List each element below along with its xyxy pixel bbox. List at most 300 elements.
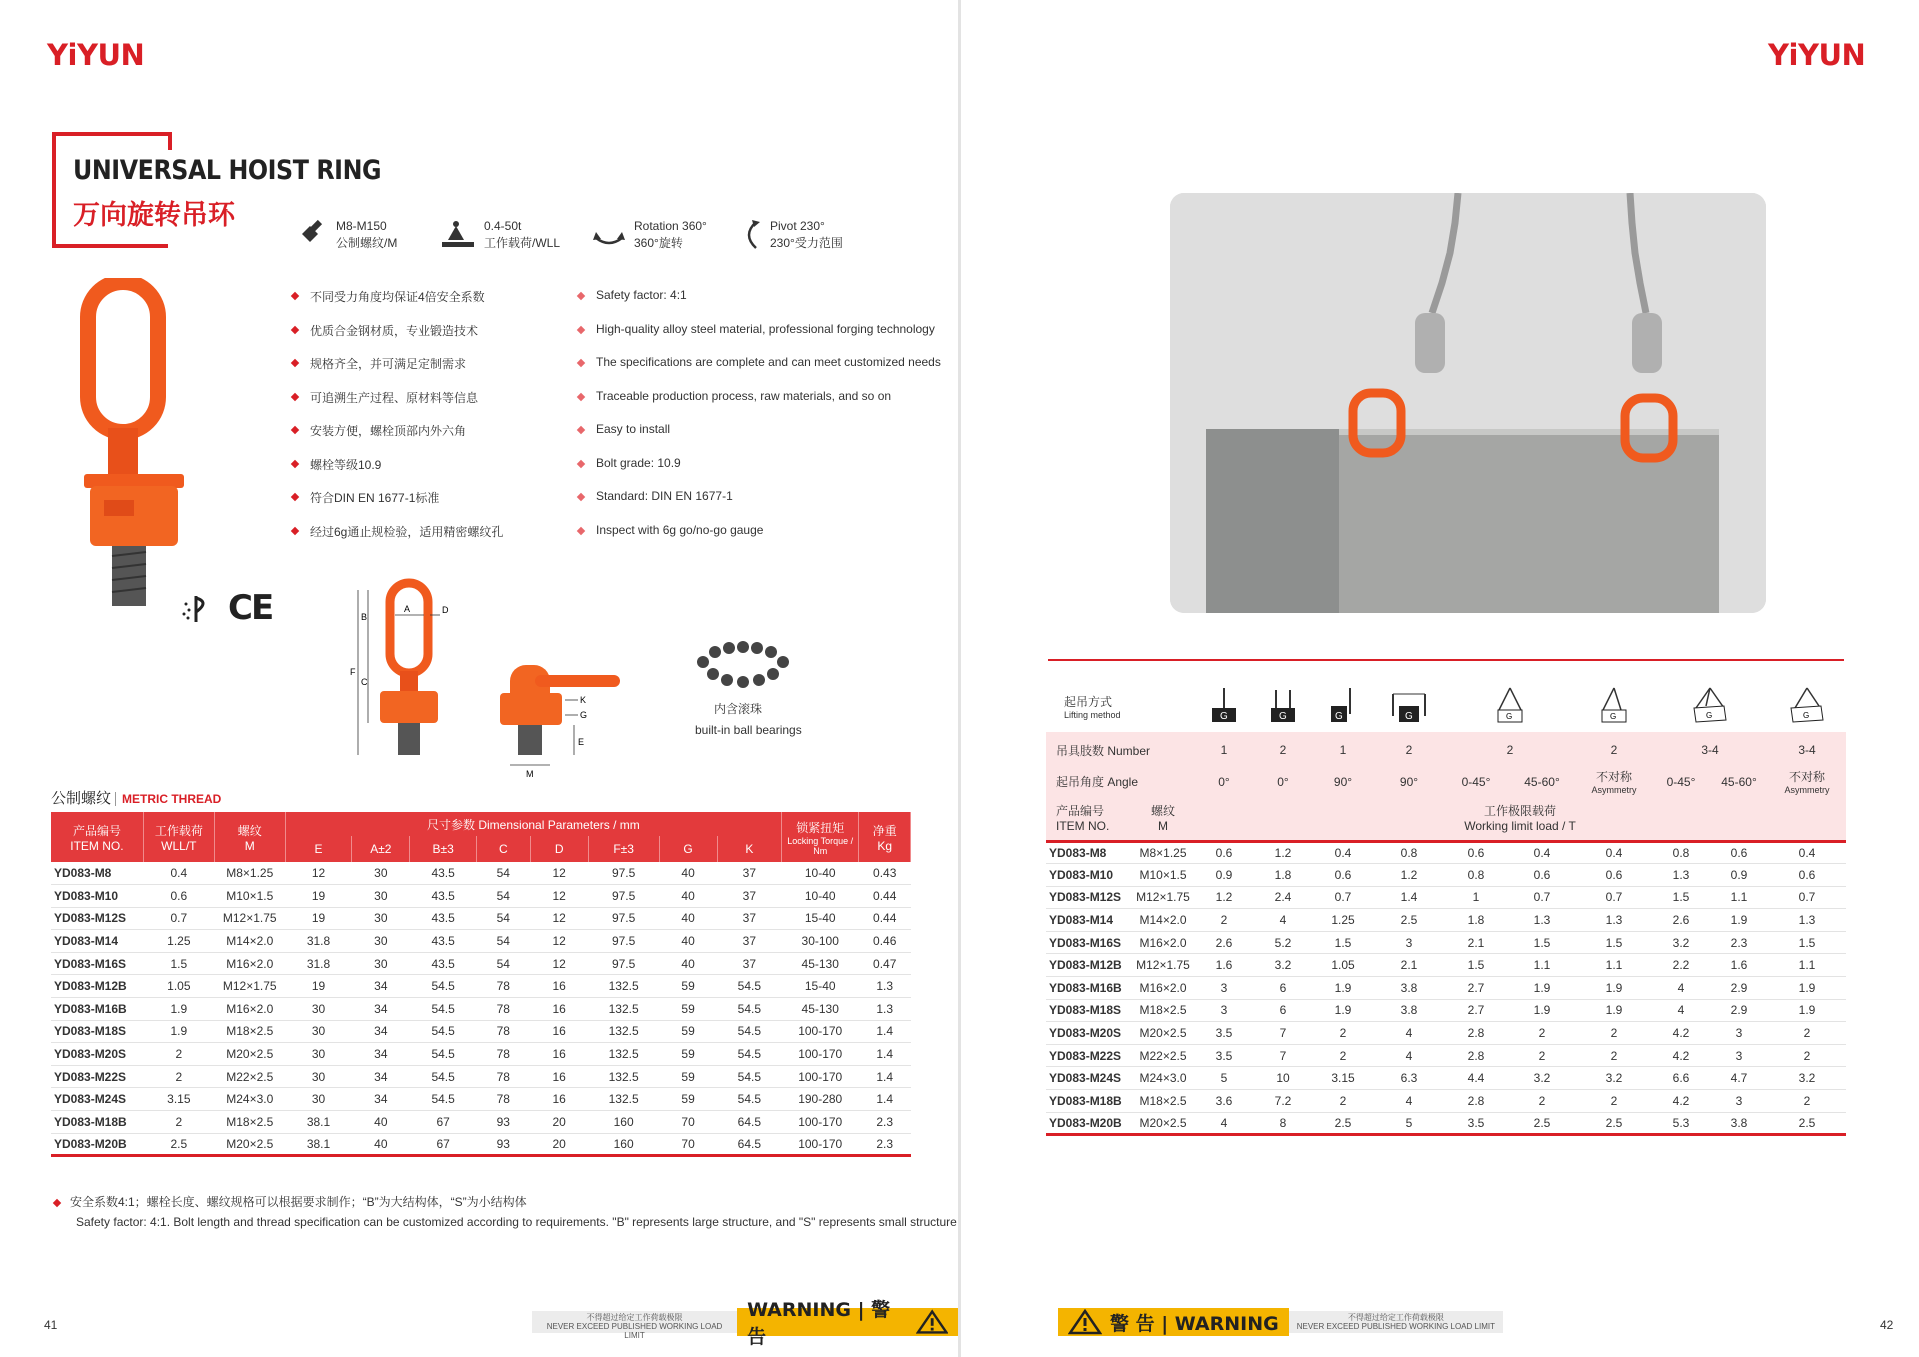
table-row <box>51 1111 911 1134</box>
table-cell: 54.5 <box>410 1043 477 1066</box>
table-cell: 0.8 <box>1374 841 1444 864</box>
table-cell: 43.5 <box>410 862 477 885</box>
table-cell: 37 <box>717 885 781 908</box>
lift-diagram-icon <box>1312 680 1374 732</box>
list-item: Easy to install <box>578 422 941 456</box>
col-header-e: E <box>285 836 352 862</box>
table-cell: 30 <box>352 885 410 908</box>
table-cell: 15-40 <box>782 907 859 930</box>
warning-banner-right: 警 告 | WARNING 不得超过给定工作荷载极限 NEVER EXCEED PUBLISHED WORKING LOAD LIMIT <box>1058 1308 1503 1336</box>
table-cell: 97.5 <box>588 930 659 953</box>
table-cell: 3.8 <box>1710 1112 1768 1135</box>
table-cell: 3.2 <box>1254 954 1312 977</box>
page-number-right: 42 <box>1880 1318 1894 1332</box>
table-cell: 2.5 <box>1312 1112 1374 1135</box>
wll-table: 起吊方式 Lifting method G G G G G G G G 吊具肢数 Number 1 2 1 2 2 2 3-4 3-4 起吊角度 Angle 0° 0° 90° 90° 0-45° 45-60° 不对称 Asymmetry 0-45° 45-60° 不对称 Asymmetry 产品编号 ITEM NO. 螺纹 M 工作极限载荷 Working limit load / T YD083-M8 M8×1.25 0.6 1.2 0.4 0.8 0.6 0.4 0.4 0.8 0.6 0.4 YD083-M10 M10×1.5 0.9 1.8 0.6 1.2 0.8 0.6 0.6 1.3 0.9 0.6 YD083-M12S M12×1.75 1.2 2.4 0.7 1.4 1 0.7 0.7 1.5 1.1 0.7 YD083-M14 M14×2.0 2 4 1.25 2.5 1.8 1.3 1.3 2.6 1.9 1.3 YD083-M16S M16×2.0 2.6 5.2 1.5 3 2.1 1.5 1.5 3.2 2.3 1.5 YD083-M12B M12×1.75 1.6 3.2 1.05 2.1 1.5 1.1 1.1 2.2 1.6 1.1 YD083-M16B M16×2.0 3 6 1.9 3.8 2.7 1.9 1.9 4 2.9 1.9 YD083-M18S M18×2.5 3 6 1.9 3.8 2.7 1.9 1.9 4 2.9 1.9 YD083-M20S M20×2.5 3.5 7 2 4 2.8 2 2 4.2 3 2 YD083-M22S M22×2.5 3.5 7 2 4 2.8 2 2 4.2 3 2 YD083-M24S M24×3.0 5 10 3.15 6.3 4.4 3.2 3.2 6.6 4.7 3.2 YD083-M18B M18×2.5 3.6 7.2 2 4 2.8 2 2 4.2 3 2 YD083-M20B M20×2.5 4 8 2.5 5 3.5 2.5 2.5 5.3 3.8 2.5 <box>1046 680 1846 1136</box>
svg-text:G: G <box>1506 711 1513 721</box>
table-cell: 2 <box>143 1043 214 1066</box>
col-header-b: B±3 <box>410 836 477 862</box>
table-cell: 54.5 <box>717 1088 781 1111</box>
table-cell: 2 <box>1508 1090 1576 1113</box>
table-row <box>1046 886 1846 909</box>
table-cell: YD083-M10 <box>1046 864 1132 887</box>
table-cell: 2.1 <box>1444 931 1508 954</box>
table-cell: 78 <box>476 1020 530 1043</box>
safety-note: 安全系数4:1；螺栓长度、螺纹规格可以根据要求制作；“B”为大结构体，“S”为小结构体 Safety factor: 4:1. Bolt length and thread specification can be customized according to requirements. "B" represents large structure, and "S" represents small structure <box>54 1192 957 1232</box>
table-cell: 0.9 <box>1194 864 1254 887</box>
table-cell: 16 <box>530 1065 588 1088</box>
table-cell: 10-40 <box>782 862 859 885</box>
table-cell: 78 <box>476 1065 530 1088</box>
table-cell: 1.3 <box>1652 864 1710 887</box>
table-cell: 43.5 <box>410 907 477 930</box>
spec-wll-label: 工作载荷/WLL <box>484 236 561 250</box>
diagram-label-d: D <box>442 605 449 615</box>
col-header-item: 产品编号 ITEM NO. <box>1046 795 1132 841</box>
table-cell: 0.4 <box>1576 841 1652 864</box>
list-item: Standard: DIN EN 1677-1 <box>578 489 941 523</box>
table-cell: 40 <box>659 952 717 975</box>
bearing-label-zh: 内含滚珠 <box>714 702 763 716</box>
warning-triangle-icon <box>1068 1309 1102 1335</box>
table-cell: 54.5 <box>717 1020 781 1043</box>
spec-wll-range: 0.4-50t <box>484 219 522 233</box>
table-cell: 54.5 <box>717 1065 781 1088</box>
table-cell: 3.2 <box>1508 1067 1576 1090</box>
table-cell: 1.9 <box>1312 999 1374 1022</box>
table-cell: M20×2.5 <box>1132 1112 1194 1135</box>
table-cell: 3.5 <box>1194 1044 1254 1067</box>
table-cell: 2 <box>1312 1090 1374 1113</box>
table-cell: M12×1.75 <box>1132 954 1194 977</box>
table-cell: 5 <box>1374 1112 1444 1135</box>
table-cell: 40 <box>659 885 717 908</box>
table-cell: 3 <box>1194 977 1254 1000</box>
table-cell: 0.46 <box>859 930 911 953</box>
diagram-label-b: B <box>361 612 368 622</box>
table-cell: M12×1.75 <box>214 975 285 998</box>
table-cell: 70 <box>659 1111 717 1134</box>
table-cell: 2 <box>1768 1090 1846 1113</box>
table-cell: 7.2 <box>1254 1090 1312 1113</box>
table-cell: 1.9 <box>1768 977 1846 1000</box>
table-row <box>1046 909 1846 932</box>
table-cell: 1.9 <box>1710 909 1768 932</box>
table-cell: 2 <box>1312 1022 1374 1045</box>
col-header-item: 产品编号 ITEM NO. <box>51 812 143 862</box>
spec-thread <box>298 218 397 252</box>
table-cell: 132.5 <box>588 1020 659 1043</box>
table-cell: 3.2 <box>1576 1067 1652 1090</box>
table-cell: 54.5 <box>410 975 477 998</box>
table-cell: 1.5 <box>1444 954 1508 977</box>
list-item: 不同受力角度均保证4倍安全系数 <box>292 288 503 322</box>
table-row <box>1046 1022 1846 1045</box>
table-cell: 20 <box>530 1111 588 1134</box>
table-cell: 16 <box>530 1043 588 1066</box>
table-cell: 1.9 <box>1576 977 1652 1000</box>
table-cell: 190-280 <box>782 1088 859 1111</box>
table-row <box>1046 864 1846 887</box>
table-cell: 100-170 <box>782 1133 859 1156</box>
table-cell: 15-40 <box>782 975 859 998</box>
table-cell: 3.8 <box>1374 977 1444 1000</box>
table-cell: 8 <box>1254 1112 1312 1135</box>
table-cell: 132.5 <box>588 998 659 1021</box>
col-header-weight: 净重 Kg <box>859 812 911 862</box>
table-cell: 97.5 <box>588 885 659 908</box>
table-cell: M10×1.5 <box>1132 864 1194 887</box>
table-cell: YD083-M8 <box>1046 841 1132 864</box>
table-cell: 132.5 <box>588 1043 659 1066</box>
table-cell: 1.2 <box>1254 841 1312 864</box>
lifting-photo <box>1170 193 1766 613</box>
table-cell: 54 <box>476 907 530 930</box>
table-cell: 160 <box>588 1133 659 1156</box>
table-cell: 4 <box>1374 1022 1444 1045</box>
table-row <box>51 885 911 908</box>
list-item: Bolt grade: 10.9 <box>578 456 941 490</box>
table-cell: 3 <box>1194 999 1254 1022</box>
table-row <box>1046 1044 1846 1067</box>
lift-diagram-icon <box>1254 680 1312 732</box>
table-cell: 67 <box>410 1111 477 1134</box>
list-item: 符合DIN EN 1677-1标准 <box>292 489 503 523</box>
table-cell: 1.9 <box>1768 999 1846 1022</box>
table-cell: 1.5 <box>1768 931 1846 954</box>
table-cell: 38.1 <box>285 1133 352 1156</box>
table-cell: YD083-M18B <box>51 1111 143 1134</box>
table-cell: 30 <box>285 1065 352 1088</box>
table-cell: M24×3.0 <box>214 1088 285 1111</box>
svg-text:G: G <box>1405 710 1413 722</box>
table-cell: 10-40 <box>782 885 859 908</box>
table-cell: 3.5 <box>1194 1022 1254 1045</box>
table-cell: 59 <box>659 998 717 1021</box>
table-cell: 0.43 <box>859 862 911 885</box>
table-cell: 2.8 <box>1444 1044 1508 1067</box>
col-header-a: A±2 <box>352 836 410 862</box>
table-row <box>51 1043 911 1066</box>
angle-label: 起吊角度 Angle <box>1046 768 1194 795</box>
svg-text:G: G <box>1220 710 1228 722</box>
list-item: 规格齐全，并可满足定制需求 <box>292 355 503 389</box>
table-cell: 0.4 <box>1768 841 1846 864</box>
col-header-d: D <box>530 836 588 862</box>
table-cell: 59 <box>659 1020 717 1043</box>
table-cell: 16 <box>530 975 588 998</box>
table-cell: 1.8 <box>1254 864 1312 887</box>
table-cell: 1.5 <box>1652 886 1710 909</box>
table-cell: YD083-M20S <box>51 1043 143 1066</box>
spec-thread-label: 公制螺纹/M <box>336 236 398 250</box>
table-cell: 78 <box>476 1043 530 1066</box>
table-cell: 1.25 <box>1312 909 1374 932</box>
table-cell: YD083-M16S <box>51 952 143 975</box>
list-item: Traceable production process, raw materials, and so on <box>578 389 941 423</box>
list-item: 可追溯生产过程、原材料等信息 <box>292 389 503 423</box>
table-cell: YD083-M12B <box>51 975 143 998</box>
table-cell: M12×1.75 <box>214 907 285 930</box>
table-cell: 4 <box>1374 1090 1444 1113</box>
diagram-label-f: F <box>350 667 356 677</box>
table-cell: 132.5 <box>588 1065 659 1088</box>
table-cell: YD083-M18S <box>1046 999 1132 1022</box>
table-cell: 1.5 <box>143 952 214 975</box>
table-cell: 0.7 <box>1576 886 1652 909</box>
col-header-wll: 工作载荷 WLL/T <box>143 812 214 862</box>
table-cell: 1.3 <box>1576 909 1652 932</box>
table-cell: 1.9 <box>1508 977 1576 1000</box>
table-cell: M14×2.0 <box>214 930 285 953</box>
table-cell: 97.5 <box>588 907 659 930</box>
table-cell: 1.8 <box>1444 909 1508 932</box>
table-cell: 2.3 <box>1710 931 1768 954</box>
table-cell: 12 <box>285 862 352 885</box>
table-cell: 1.1 <box>1508 954 1576 977</box>
table-cell: 2 <box>1508 1022 1576 1045</box>
spec-wll <box>440 218 560 252</box>
metric-thread-label: 公制螺纹 METRIC THREAD <box>51 790 222 807</box>
table-cell: 0.44 <box>859 907 911 930</box>
table-cell: YD083-M20S <box>1046 1022 1132 1045</box>
spec-thread-range: M8-M150 <box>336 219 387 233</box>
scale-weight-icon <box>440 218 476 250</box>
table-cell: 43.5 <box>410 930 477 953</box>
table-cell: M8×1.25 <box>1132 841 1194 864</box>
spec-pivot-zh: 230°受力范围 <box>770 236 843 250</box>
table-cell: 4 <box>1254 909 1312 932</box>
table-cell: M16×2.0 <box>1132 977 1194 1000</box>
table-cell: 37 <box>717 907 781 930</box>
col-header-dimensions: 尺寸参数 Dimensional Parameters / mm <box>285 812 781 836</box>
table-cell: 6 <box>1254 977 1312 1000</box>
table-cell: 1.6 <box>1194 954 1254 977</box>
product-title-en: UNIVERSAL HOIST RING <box>73 155 382 186</box>
table-cell: 1.2 <box>1194 886 1254 909</box>
ball-bearings-image <box>693 640 793 690</box>
table-cell: 54.5 <box>717 975 781 998</box>
table-cell: 1.05 <box>143 975 214 998</box>
table-cell: 4.4 <box>1444 1067 1508 1090</box>
table-cell: 78 <box>476 998 530 1021</box>
table-cell: 1.05 <box>1312 954 1374 977</box>
table-cell: 78 <box>476 975 530 998</box>
dimension-table <box>51 812 911 1157</box>
table-cell: 3 <box>1710 1022 1768 1045</box>
table-cell: M16×2.0 <box>214 998 285 1021</box>
table-cell: M18×2.5 <box>1132 999 1194 1022</box>
table-cell: 100-170 <box>782 1043 859 1066</box>
table-cell: 0.4 <box>1508 841 1576 864</box>
table-cell: 30 <box>352 952 410 975</box>
table-cell: 1.9 <box>143 1020 214 1043</box>
table-cell: 1.9 <box>143 998 214 1021</box>
spec-pivot-en: Pivot 230° <box>770 219 825 233</box>
table-cell: M14×2.0 <box>1132 909 1194 932</box>
table-cell: 78 <box>476 1088 530 1111</box>
table-cell: 2.5 <box>1576 1112 1652 1135</box>
table-cell: 30 <box>352 907 410 930</box>
table-cell: 2 <box>1576 1044 1652 1067</box>
table-cell: 54.5 <box>410 1065 477 1088</box>
diagram-label-g: G <box>580 710 588 720</box>
list-item: Safety factor: 4:1 <box>578 288 941 322</box>
table-cell: 40 <box>659 907 717 930</box>
table-cell: 93 <box>476 1133 530 1156</box>
table-cell: YD083-M16B <box>51 998 143 1021</box>
table-cell: 2.8 <box>1444 1090 1508 1113</box>
table-cell: 0.8 <box>1652 841 1710 864</box>
table-cell: 6 <box>1254 999 1312 1022</box>
table-cell: YD083-M24S <box>1046 1067 1132 1090</box>
table-cell: 31.8 <box>285 930 352 953</box>
table-cell: 2.7 <box>1444 999 1508 1022</box>
features-zh-list <box>292 288 503 556</box>
table-cell: 30 <box>352 862 410 885</box>
table-cell: 1.9 <box>1312 977 1374 1000</box>
table-cell: 2.2 <box>1652 954 1710 977</box>
table-cell: 1.9 <box>1576 999 1652 1022</box>
table-cell: 7 <box>1254 1022 1312 1045</box>
table-cell: 1.25 <box>143 930 214 953</box>
table-row <box>51 1065 911 1088</box>
table-cell: 12 <box>530 885 588 908</box>
table-row <box>1046 1067 1846 1090</box>
table-cell: 34 <box>352 1020 410 1043</box>
lift-diagram-icon <box>1768 680 1846 732</box>
table-cell: M20×2.5 <box>214 1043 285 1066</box>
lifting-method-label: 起吊方式 Lifting method <box>1064 694 1121 720</box>
table-cell: 2 <box>1768 1044 1846 1067</box>
table-cell: 30-100 <box>782 930 859 953</box>
table-cell: 34 <box>352 1065 410 1088</box>
table-cell: 2 <box>143 1111 214 1134</box>
table-cell: M20×2.5 <box>1132 1022 1194 1045</box>
table-cell: 12 <box>530 930 588 953</box>
col-header-c: C <box>476 836 530 862</box>
table-cell: 132.5 <box>588 1088 659 1111</box>
table-cell: M18×2.5 <box>214 1111 285 1134</box>
svg-text:G: G <box>1279 710 1287 722</box>
table-cell: 12 <box>530 862 588 885</box>
table-cell: 100-170 <box>782 1020 859 1043</box>
table-cell: 31.8 <box>285 952 352 975</box>
table-cell: 6.3 <box>1374 1067 1444 1090</box>
table-cell: M22×2.5 <box>1132 1044 1194 1067</box>
table-row <box>1046 1112 1846 1135</box>
table-cell: 0.6 <box>143 885 214 908</box>
table-cell: 54.5 <box>410 1088 477 1111</box>
table-cell: 4.2 <box>1652 1090 1710 1113</box>
table-cell: 0.6 <box>1710 841 1768 864</box>
table-cell: 37 <box>717 952 781 975</box>
list-item: 优质合金钢材质，专业锻造技术 <box>292 322 503 356</box>
table-cell: 4.2 <box>1652 1022 1710 1045</box>
table-cell: 6.6 <box>1652 1067 1710 1090</box>
table-row <box>1046 977 1846 1000</box>
table-cell: 3.2 <box>1652 931 1710 954</box>
hoist-ring-product-image <box>78 278 198 608</box>
table-cell: 20 <box>530 1133 588 1156</box>
left-page <box>0 0 958 1357</box>
table-cell: YD083-M16S <box>1046 931 1132 954</box>
table-row <box>51 862 911 885</box>
lift-diagram-icon <box>1444 680 1576 732</box>
table-cell: 1.4 <box>1374 886 1444 909</box>
table-cell: 1.5 <box>1312 931 1374 954</box>
col-header-thread: 螺纹 M <box>214 812 285 862</box>
table-cell: 2.6 <box>1194 931 1254 954</box>
table-cell: YD083-M12S <box>51 907 143 930</box>
bolt-icon <box>298 218 328 250</box>
col-header-thread: 螺纹 M <box>1132 795 1194 841</box>
table-cell: 1.4 <box>859 1065 911 1088</box>
table-cell: 2 <box>1576 1090 1652 1113</box>
table-cell: 1.3 <box>1508 909 1576 932</box>
table-cell: 2.1 <box>1374 954 1444 977</box>
ce-mark: CE <box>228 588 273 628</box>
table-cell: YD083-M10 <box>51 885 143 908</box>
table-cell: 0.7 <box>1312 886 1374 909</box>
table-cell: 70 <box>659 1133 717 1156</box>
table-cell: 19 <box>285 885 352 908</box>
table-cell: YD083-M20B <box>1046 1112 1132 1135</box>
list-item: The specifications are complete and can meet customized needs <box>578 355 941 389</box>
table-cell: 3.6 <box>1194 1090 1254 1113</box>
table-cell: 2.5 <box>143 1133 214 1156</box>
table-cell: 59 <box>659 1043 717 1066</box>
table-row <box>1046 1090 1846 1113</box>
table-cell: 0.6 <box>1508 864 1576 887</box>
table-cell: 1.4 <box>859 1043 911 1066</box>
table-cell: 2.9 <box>1710 977 1768 1000</box>
table-cell: 59 <box>659 1088 717 1111</box>
table-cell: 54 <box>476 952 530 975</box>
dimension-diagram <box>340 575 640 790</box>
table-cell: 2.9 <box>1710 999 1768 1022</box>
table-cell: 3.15 <box>1312 1067 1374 1090</box>
table-cell: 0.6 <box>1444 841 1508 864</box>
spec-rotation-zh: 360°旋转 <box>634 236 683 250</box>
table-cell: 54.5 <box>717 998 781 1021</box>
table-cell: 54.5 <box>717 1043 781 1066</box>
table-cell: 12 <box>530 907 588 930</box>
table-cell: 43.5 <box>410 885 477 908</box>
col-header-torque: 锁紧扭矩 Locking Torque / Nm <box>782 812 859 862</box>
diagram-label-e: E <box>578 737 585 747</box>
table-cell: 54 <box>476 930 530 953</box>
lift-diagram-icon <box>1652 680 1768 732</box>
table-cell: YD083-M14 <box>1046 909 1132 932</box>
table-row <box>51 1088 911 1111</box>
table-cell: 100-170 <box>782 1065 859 1088</box>
svg-text:G: G <box>1706 710 1713 720</box>
table-cell: 40 <box>352 1133 410 1156</box>
table-cell: 4 <box>1194 1112 1254 1135</box>
table-cell: 1.1 <box>1768 954 1846 977</box>
table-cell: 5.3 <box>1652 1112 1710 1135</box>
table-cell: 2 <box>1194 909 1254 932</box>
table-cell: 0.4 <box>143 862 214 885</box>
col-header-wll: 工作极限载荷 Working limit load / T <box>1194 795 1846 841</box>
table-cell: 2.5 <box>1374 909 1444 932</box>
table-cell: 59 <box>659 975 717 998</box>
table-cell: 0.9 <box>1710 864 1768 887</box>
table-cell: 54 <box>476 862 530 885</box>
table-row <box>51 1020 911 1043</box>
table-cell: 0.4 <box>1312 841 1374 864</box>
